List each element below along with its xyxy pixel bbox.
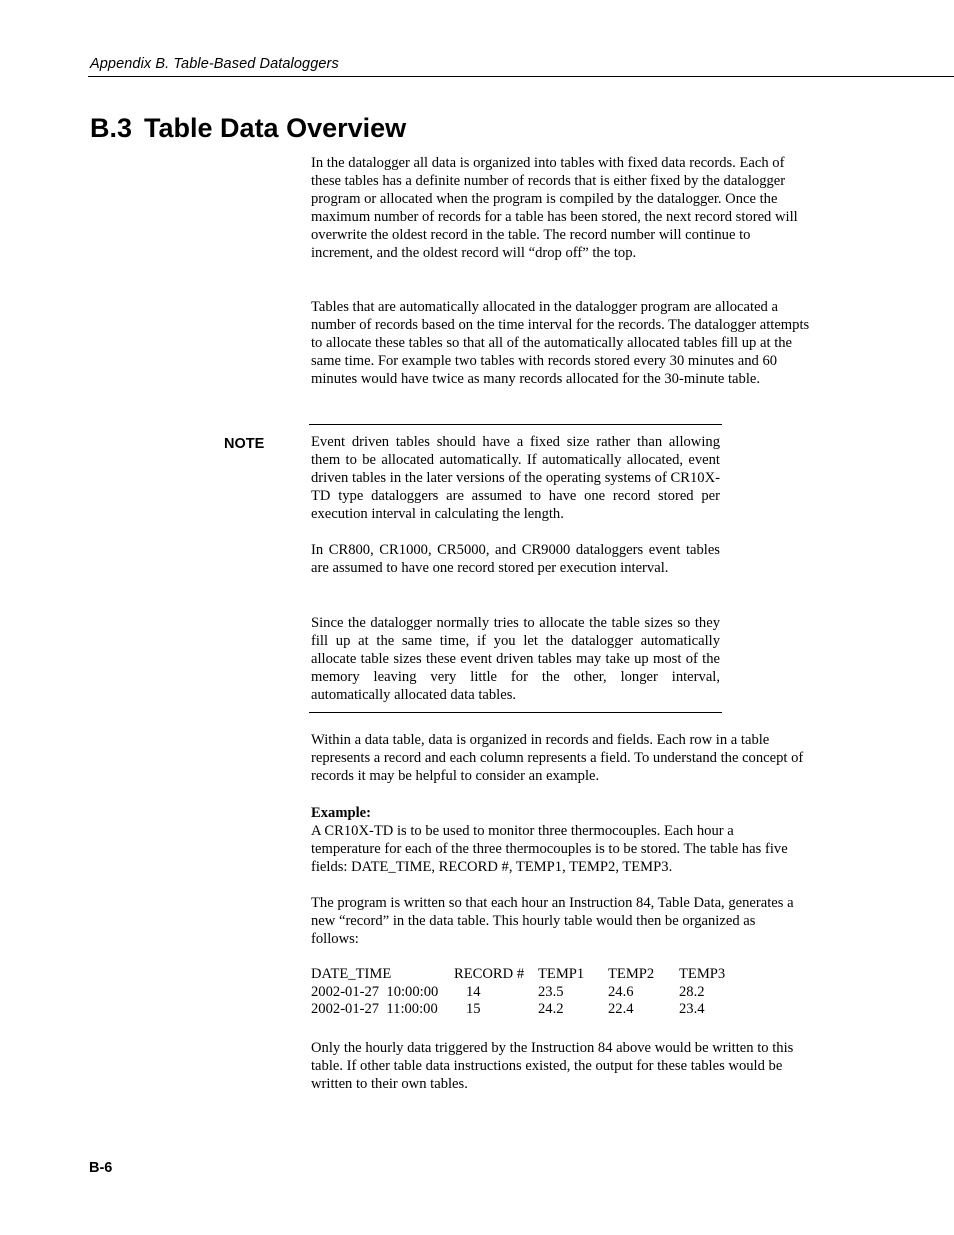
table-cell: 24.6	[608, 983, 634, 1000]
example-paragraph: A CR10X-TD is to be used to monitor three thermocouples. Each hour a temperature for each of the three thermocouples is to be stored. The table has five fields: DATE_TIME, RECORD #, TEMP1, TEMP2, TEMP3.	[311, 823, 788, 875]
table-header-cell: RECORD #	[454, 966, 525, 982]
intro-paragraph: In the datalogger all data is organized into tables with fixed data records. Each of these tables has a definite number of records that is either fixed by the datalogger program or allocated when the program is compiled by the datalogger. Once the maximum number of records for a table has been stored, the next record stored will overwrite the oldest record in the table. The record number will continue to increment, and the oldest record will “drop off” the top.	[311, 155, 798, 261]
note-bottom-rule	[309, 712, 722, 713]
data-table	[311, 966, 751, 1019]
section-title-text: Table Data Overview	[144, 113, 407, 143]
table-cell: 28.2	[679, 983, 705, 1000]
table-cell: 14	[466, 983, 481, 1000]
table-cell: 23.5	[538, 983, 564, 1000]
table-cell: 22.4	[608, 1001, 634, 1017]
note-paragraph-3: Since the datalogger normally tries to allocate the table sizes so they fill up at the same time, if you let the datalogger automatically allocate table sizes these event driven tables may take up most of the memory leaving very little for the other, longer interval, automatically allocated data tables.	[311, 615, 720, 703]
table-header-cell: TEMP1	[538, 966, 585, 982]
closing-paragraph: Only the hourly data triggered by the Instruction 84 above would be written to this table. If other table data instructions existed, the output for these tables would be written to their own tables.	[311, 1040, 794, 1092]
table-cell: 15	[466, 1001, 481, 1017]
note-paragraph-2: In CR800, CR1000, CR5000, and CR9000 dataloggers event tables are assumed to have one record stored per execution interval.	[311, 542, 720, 576]
allocation-paragraph: Tables that are automatically allocated in the datalogger program are allocated a number of records based on the time interval for the records. The datalogger attempts to allocate these tables so that all of the automatically allocated tables fill up at the same time. For example two tables with records stored every 30 minutes and 60 minutes would have twice as many records allocated for the 30-minute table.	[311, 299, 810, 387]
table-header-cell: TEMP2	[608, 966, 655, 982]
program-paragraph: The program is written so that each hour an Instruction 84, Table Data, generates a new “record” in the data table. This hourly table would then be organized as follows:	[311, 895, 794, 947]
note-paragraph-1: Event driven tables should have a fixed size rather than allowing them to be allocated automatically. If automatically allocated, event driven tables in the later versions of the operating systems of CR10X-TD type dataloggers are assumed to have one record stored per execution interval in calculating the length.	[311, 434, 720, 522]
table-row	[311, 984, 751, 1002]
section-title	[90, 111, 406, 145]
table-cell: 23.4	[679, 1001, 705, 1017]
example-label: Example:	[311, 805, 371, 821]
header-rule	[88, 76, 954, 77]
note-label: NOTE	[224, 436, 265, 452]
table-header-row	[311, 966, 751, 984]
note-top-rule	[309, 424, 722, 425]
table-header-cell: TEMP3	[679, 966, 726, 982]
table-row	[311, 1001, 751, 1019]
table-cell: 24.2	[538, 1001, 564, 1017]
page-number: B-6	[89, 1160, 113, 1176]
section-number: B.3	[90, 113, 133, 143]
records-paragraph: Within a data table, data is organized in records and fields. Each row in a table represents a record and each column represents a field. To understand the concept of records it may be helpful to consider an example.	[311, 732, 804, 784]
running-header: Appendix B. Table-Based Dataloggers	[90, 56, 339, 72]
table-cell: 2002-01-27 10:00:00	[311, 983, 439, 1000]
table-header-cell: DATE_TIME	[311, 966, 392, 982]
table-cell: 2002-01-27 11:00:00	[311, 1001, 438, 1017]
